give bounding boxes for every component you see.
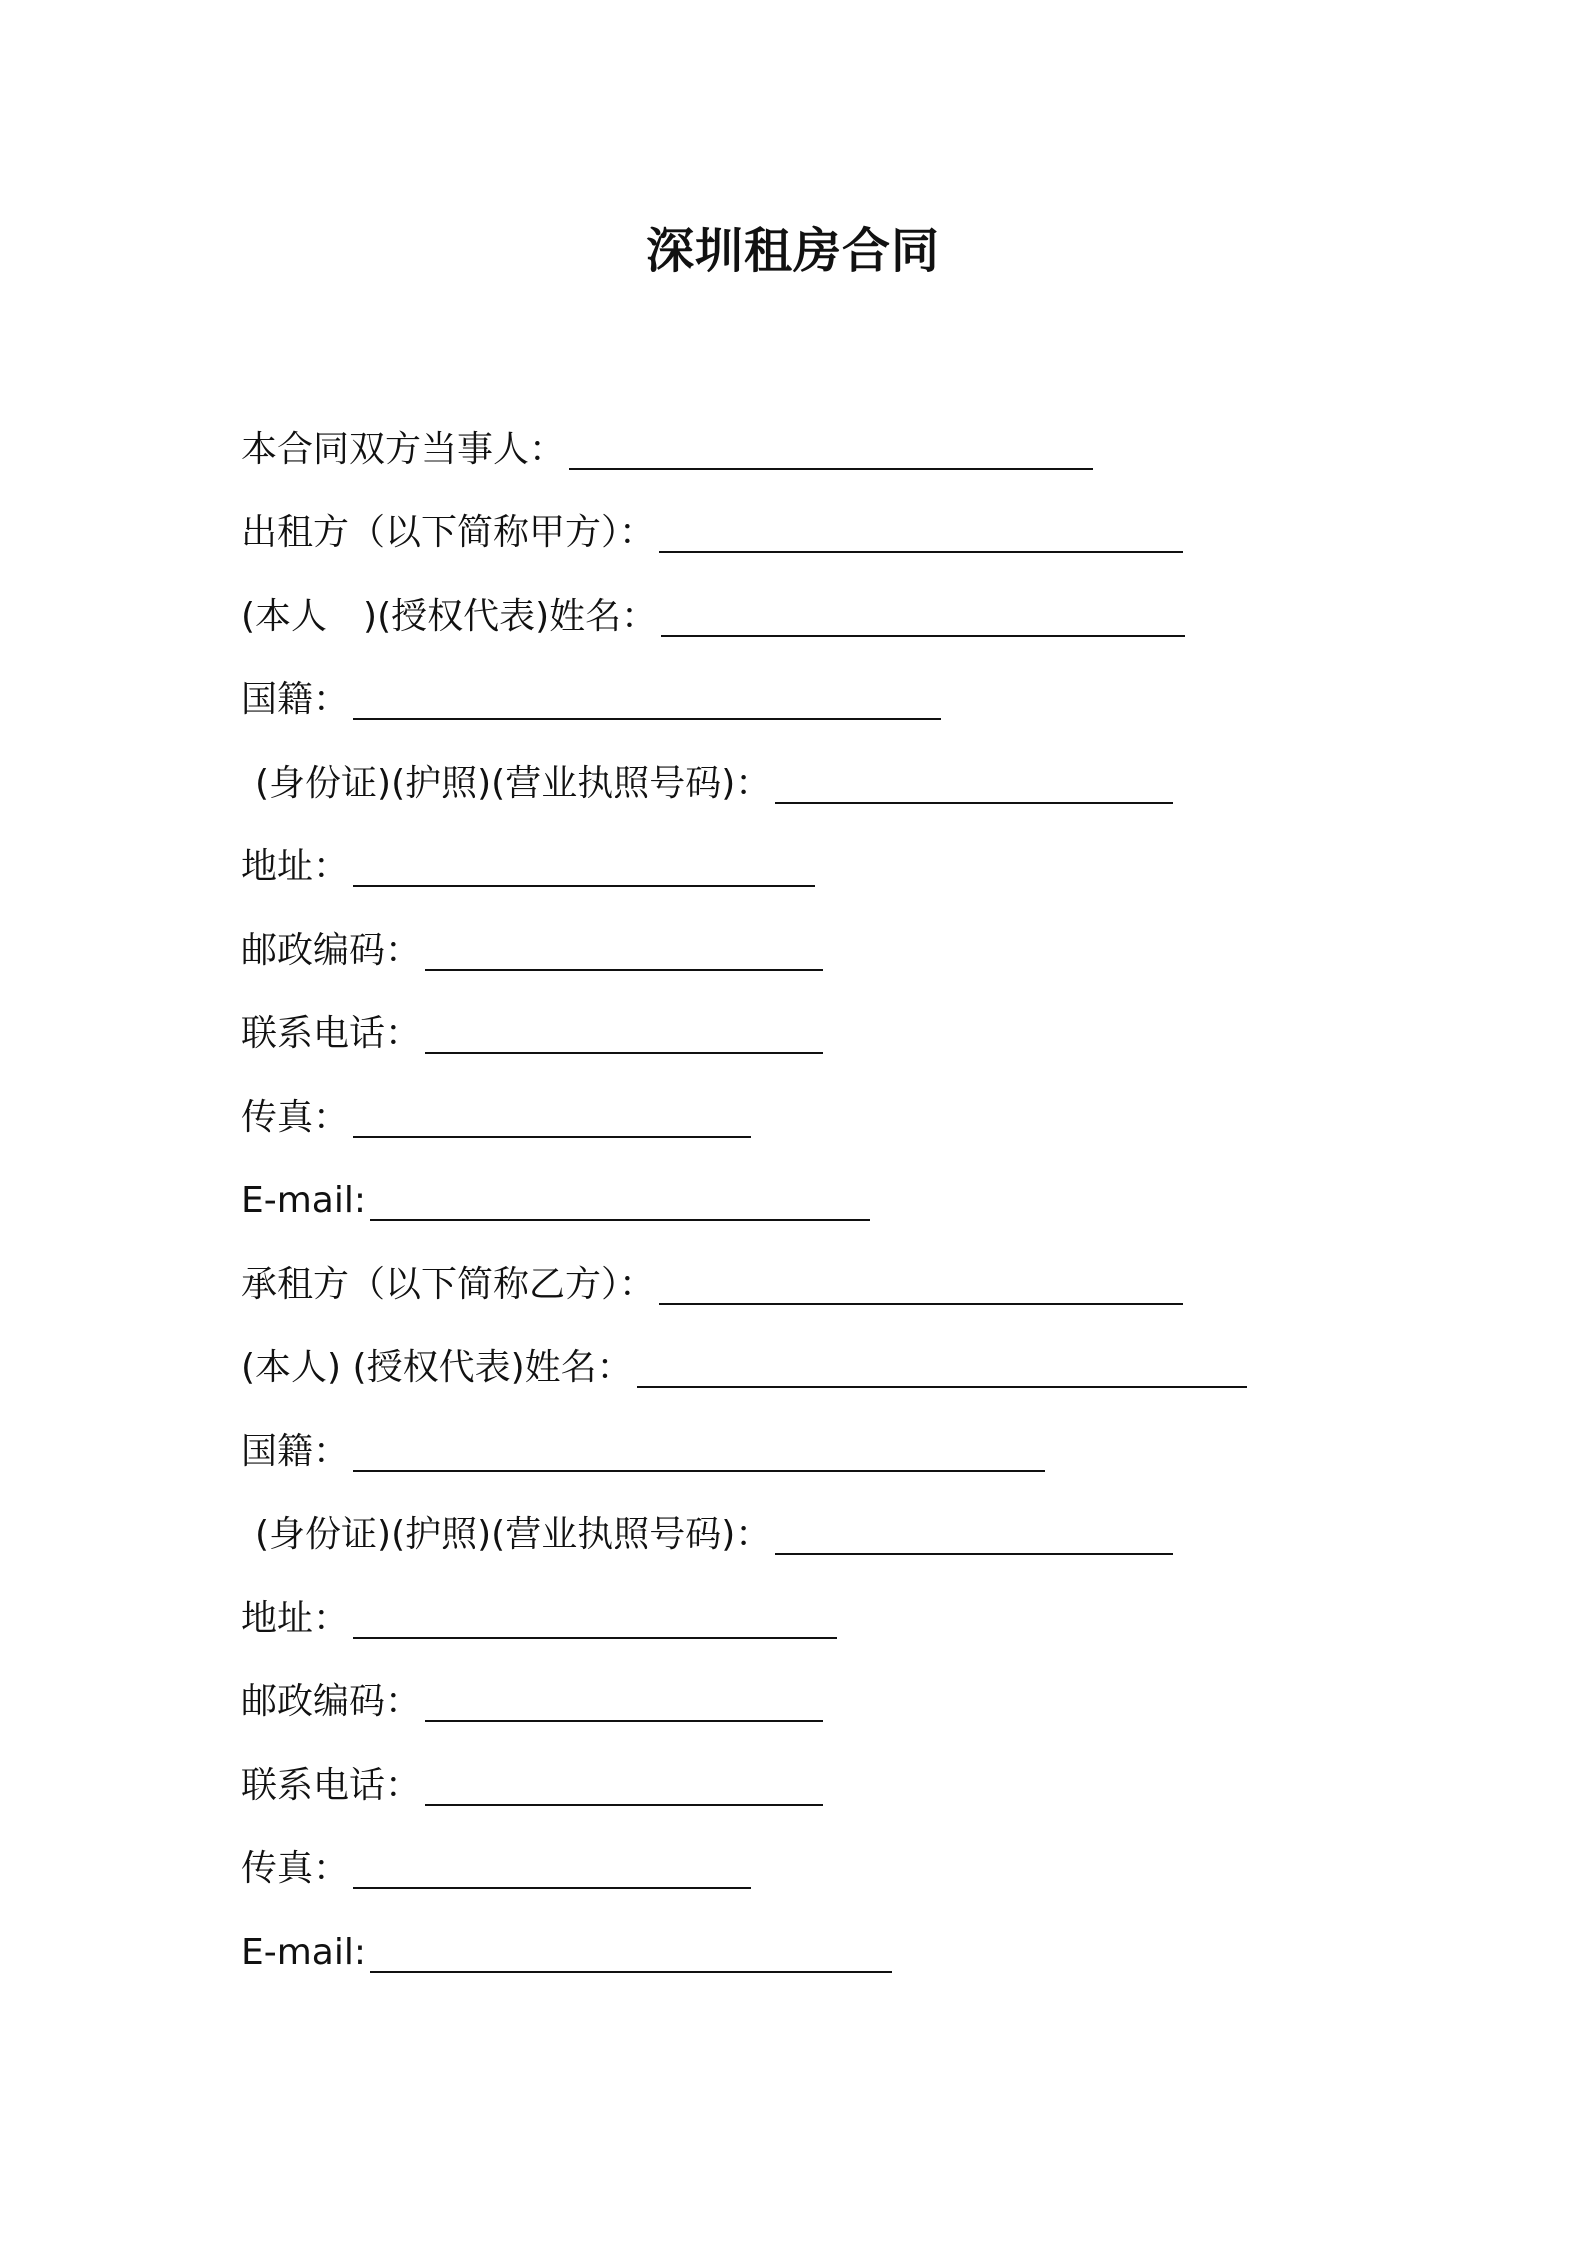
fill-in-blank[interactable]	[353, 1603, 837, 1639]
fill-in-blank[interactable]	[353, 1436, 1045, 1472]
field-label: (身份证)(护照)(营业执照号码)：	[255, 1514, 772, 1556]
document-title: 深圳租房合同	[645, 223, 940, 279]
fill-in-blank[interactable]	[775, 1519, 1173, 1555]
fill-in-blank[interactable]	[370, 1937, 892, 1973]
lessee-postcode-row	[241, 1661, 1391, 1745]
field-label: 国籍：	[241, 1430, 350, 1472]
field-label: 邮政编码：	[241, 929, 422, 971]
parties-row	[241, 408, 1391, 492]
fill-in-blank[interactable]	[659, 1269, 1183, 1305]
field-label: 本合同双方当事人：	[241, 428, 566, 470]
field-label: 传真：	[241, 1848, 350, 1890]
fill-in-blank[interactable]	[353, 684, 941, 720]
field-label: (本人 )(授权代表)姓名：	[241, 595, 658, 637]
lessor-email-row	[241, 1160, 1391, 1244]
lessor-fax-row	[241, 1076, 1391, 1160]
lessee-email-row	[241, 1911, 1391, 1995]
lessor-address-row	[241, 826, 1391, 910]
fill-in-blank[interactable]	[637, 1352, 1247, 1388]
field-label: 联系电话：	[241, 1013, 422, 1055]
lessee-phone-row	[241, 1744, 1391, 1828]
lessee-id-row	[241, 1494, 1391, 1578]
fill-in-blank[interactable]	[353, 1102, 751, 1138]
lessee-name-row	[241, 1327, 1391, 1411]
fill-in-blank[interactable]	[425, 1770, 823, 1806]
lessee-address-row	[241, 1577, 1391, 1661]
party-info-list	[241, 408, 1391, 1995]
field-label: 地址：	[241, 846, 350, 888]
fill-in-blank[interactable]	[353, 1853, 751, 1889]
field-label: (本人) (授权代表)姓名：	[241, 1347, 633, 1389]
fill-in-blank[interactable]	[425, 1686, 823, 1722]
field-label: (身份证)(护照)(营业执照号码)：	[255, 762, 772, 804]
field-label: 邮政编码：	[241, 1681, 422, 1723]
field-label: 联系电话：	[241, 1764, 422, 1806]
lessee-nationality-row	[241, 1410, 1391, 1494]
fill-in-blank[interactable]	[775, 768, 1173, 804]
fill-in-blank[interactable]	[569, 434, 1093, 470]
lessee-fax-row	[241, 1828, 1391, 1912]
fill-in-blank[interactable]	[370, 1185, 870, 1221]
field-label: 承租方（以下简称乙方）：	[241, 1263, 656, 1305]
lessor-id-row	[241, 742, 1391, 826]
lessor-postcode-row	[241, 909, 1391, 993]
fill-in-blank[interactable]	[661, 601, 1185, 637]
field-label: 地址：	[241, 1597, 350, 1639]
field-label: 国籍：	[241, 679, 350, 721]
fill-in-blank[interactable]	[425, 935, 823, 971]
fill-in-blank[interactable]	[353, 851, 815, 887]
lessor-name-row	[241, 575, 1391, 659]
fill-in-blank[interactable]	[659, 517, 1183, 553]
field-label: 传真：	[241, 1096, 350, 1138]
field-label: E-mail:	[241, 1180, 366, 1222]
lessor-phone-row	[241, 993, 1391, 1077]
fill-in-blank[interactable]	[425, 1018, 823, 1054]
lessor-nationality-row	[241, 659, 1391, 743]
field-label: 出租方（以下简称甲方）：	[241, 512, 656, 554]
lessee-row	[241, 1243, 1391, 1327]
lessor-row	[241, 492, 1391, 576]
field-label: E-mail:	[241, 1931, 366, 1973]
